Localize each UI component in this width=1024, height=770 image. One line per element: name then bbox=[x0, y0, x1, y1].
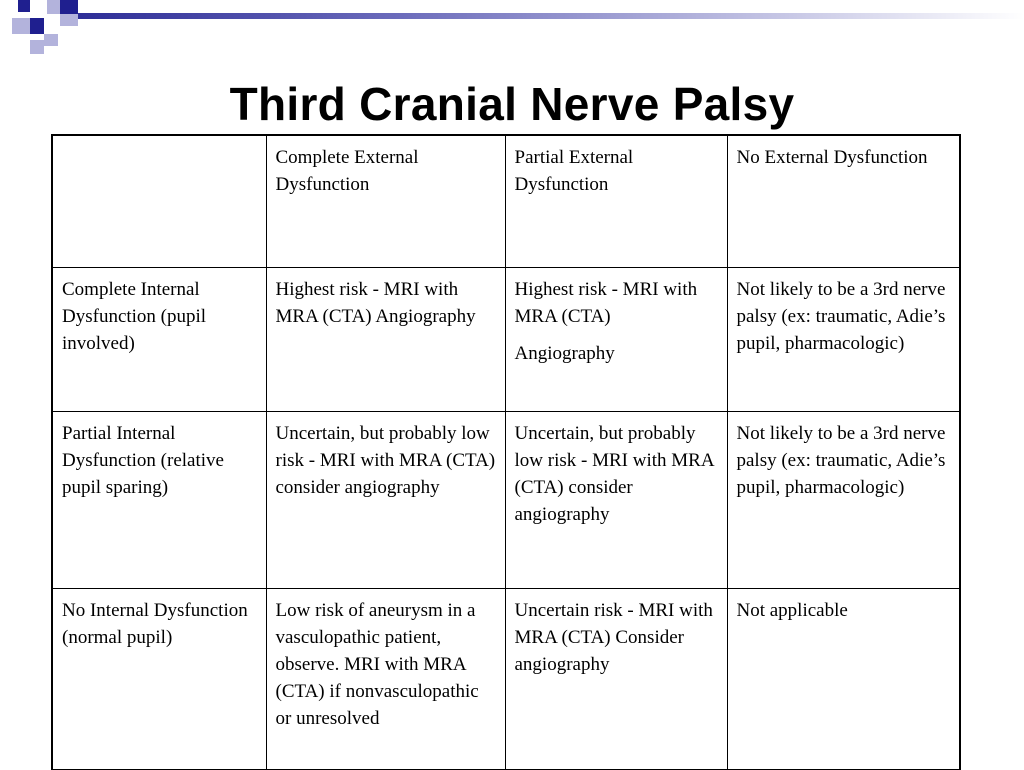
slide-title: Third Cranial Nerve Palsy bbox=[229, 78, 795, 130]
row-header-complete-internal: Complete Internal Dysfunction (pupil involved) bbox=[52, 267, 266, 411]
table-header-row bbox=[52, 135, 960, 267]
column-header-complete-external: Complete External Dysfunction bbox=[266, 135, 505, 267]
row-header-no-internal: No Internal Dysfunction (normal pupil) bbox=[52, 588, 266, 769]
table-cell: Not likely to be a 3rd nerve palsy (ex: traumatic, Adie’s pupil, pharmacologic) bbox=[727, 411, 960, 588]
table-row bbox=[52, 411, 960, 588]
table-cell: Low risk of aneurysm in a vasculopathic patient, observe. MRI with MRA (CTA) if nonvasculopathic or unresolved bbox=[266, 588, 505, 769]
header-decoration bbox=[0, 0, 1024, 60]
table-cell: Not applicable bbox=[727, 588, 960, 769]
table-row bbox=[52, 588, 960, 769]
table-cell: Highest risk - MRI with MRA (CTA) Angiography bbox=[505, 267, 727, 411]
column-header-partial-external: Partial External Dysfunction bbox=[505, 135, 727, 267]
nerve-palsy-table bbox=[51, 134, 961, 770]
table-cell: Uncertain, but probably low risk - MRI with MRA (CTA) consider angiography bbox=[266, 411, 505, 588]
table-cell: Highest risk - MRI with MRA (CTA) Angiography bbox=[266, 267, 505, 411]
column-header-no-external: No External Dysfunction bbox=[727, 135, 960, 267]
table-cell: Uncertain risk - MRI with MRA (CTA) Consider angiography bbox=[505, 588, 727, 769]
table-row bbox=[52, 267, 960, 411]
table-cell: Not likely to be a 3rd nerve palsy (ex: traumatic, Adie’s pupil, pharmacologic) bbox=[727, 267, 960, 411]
row-header-partial-internal: Partial Internal Dysfunction (relative pupil sparing) bbox=[52, 411, 266, 588]
table-cell: Uncertain, but probably low risk - MRI with MRA (CTA) consider angiography bbox=[505, 411, 727, 588]
table-corner-cell bbox=[52, 135, 266, 267]
